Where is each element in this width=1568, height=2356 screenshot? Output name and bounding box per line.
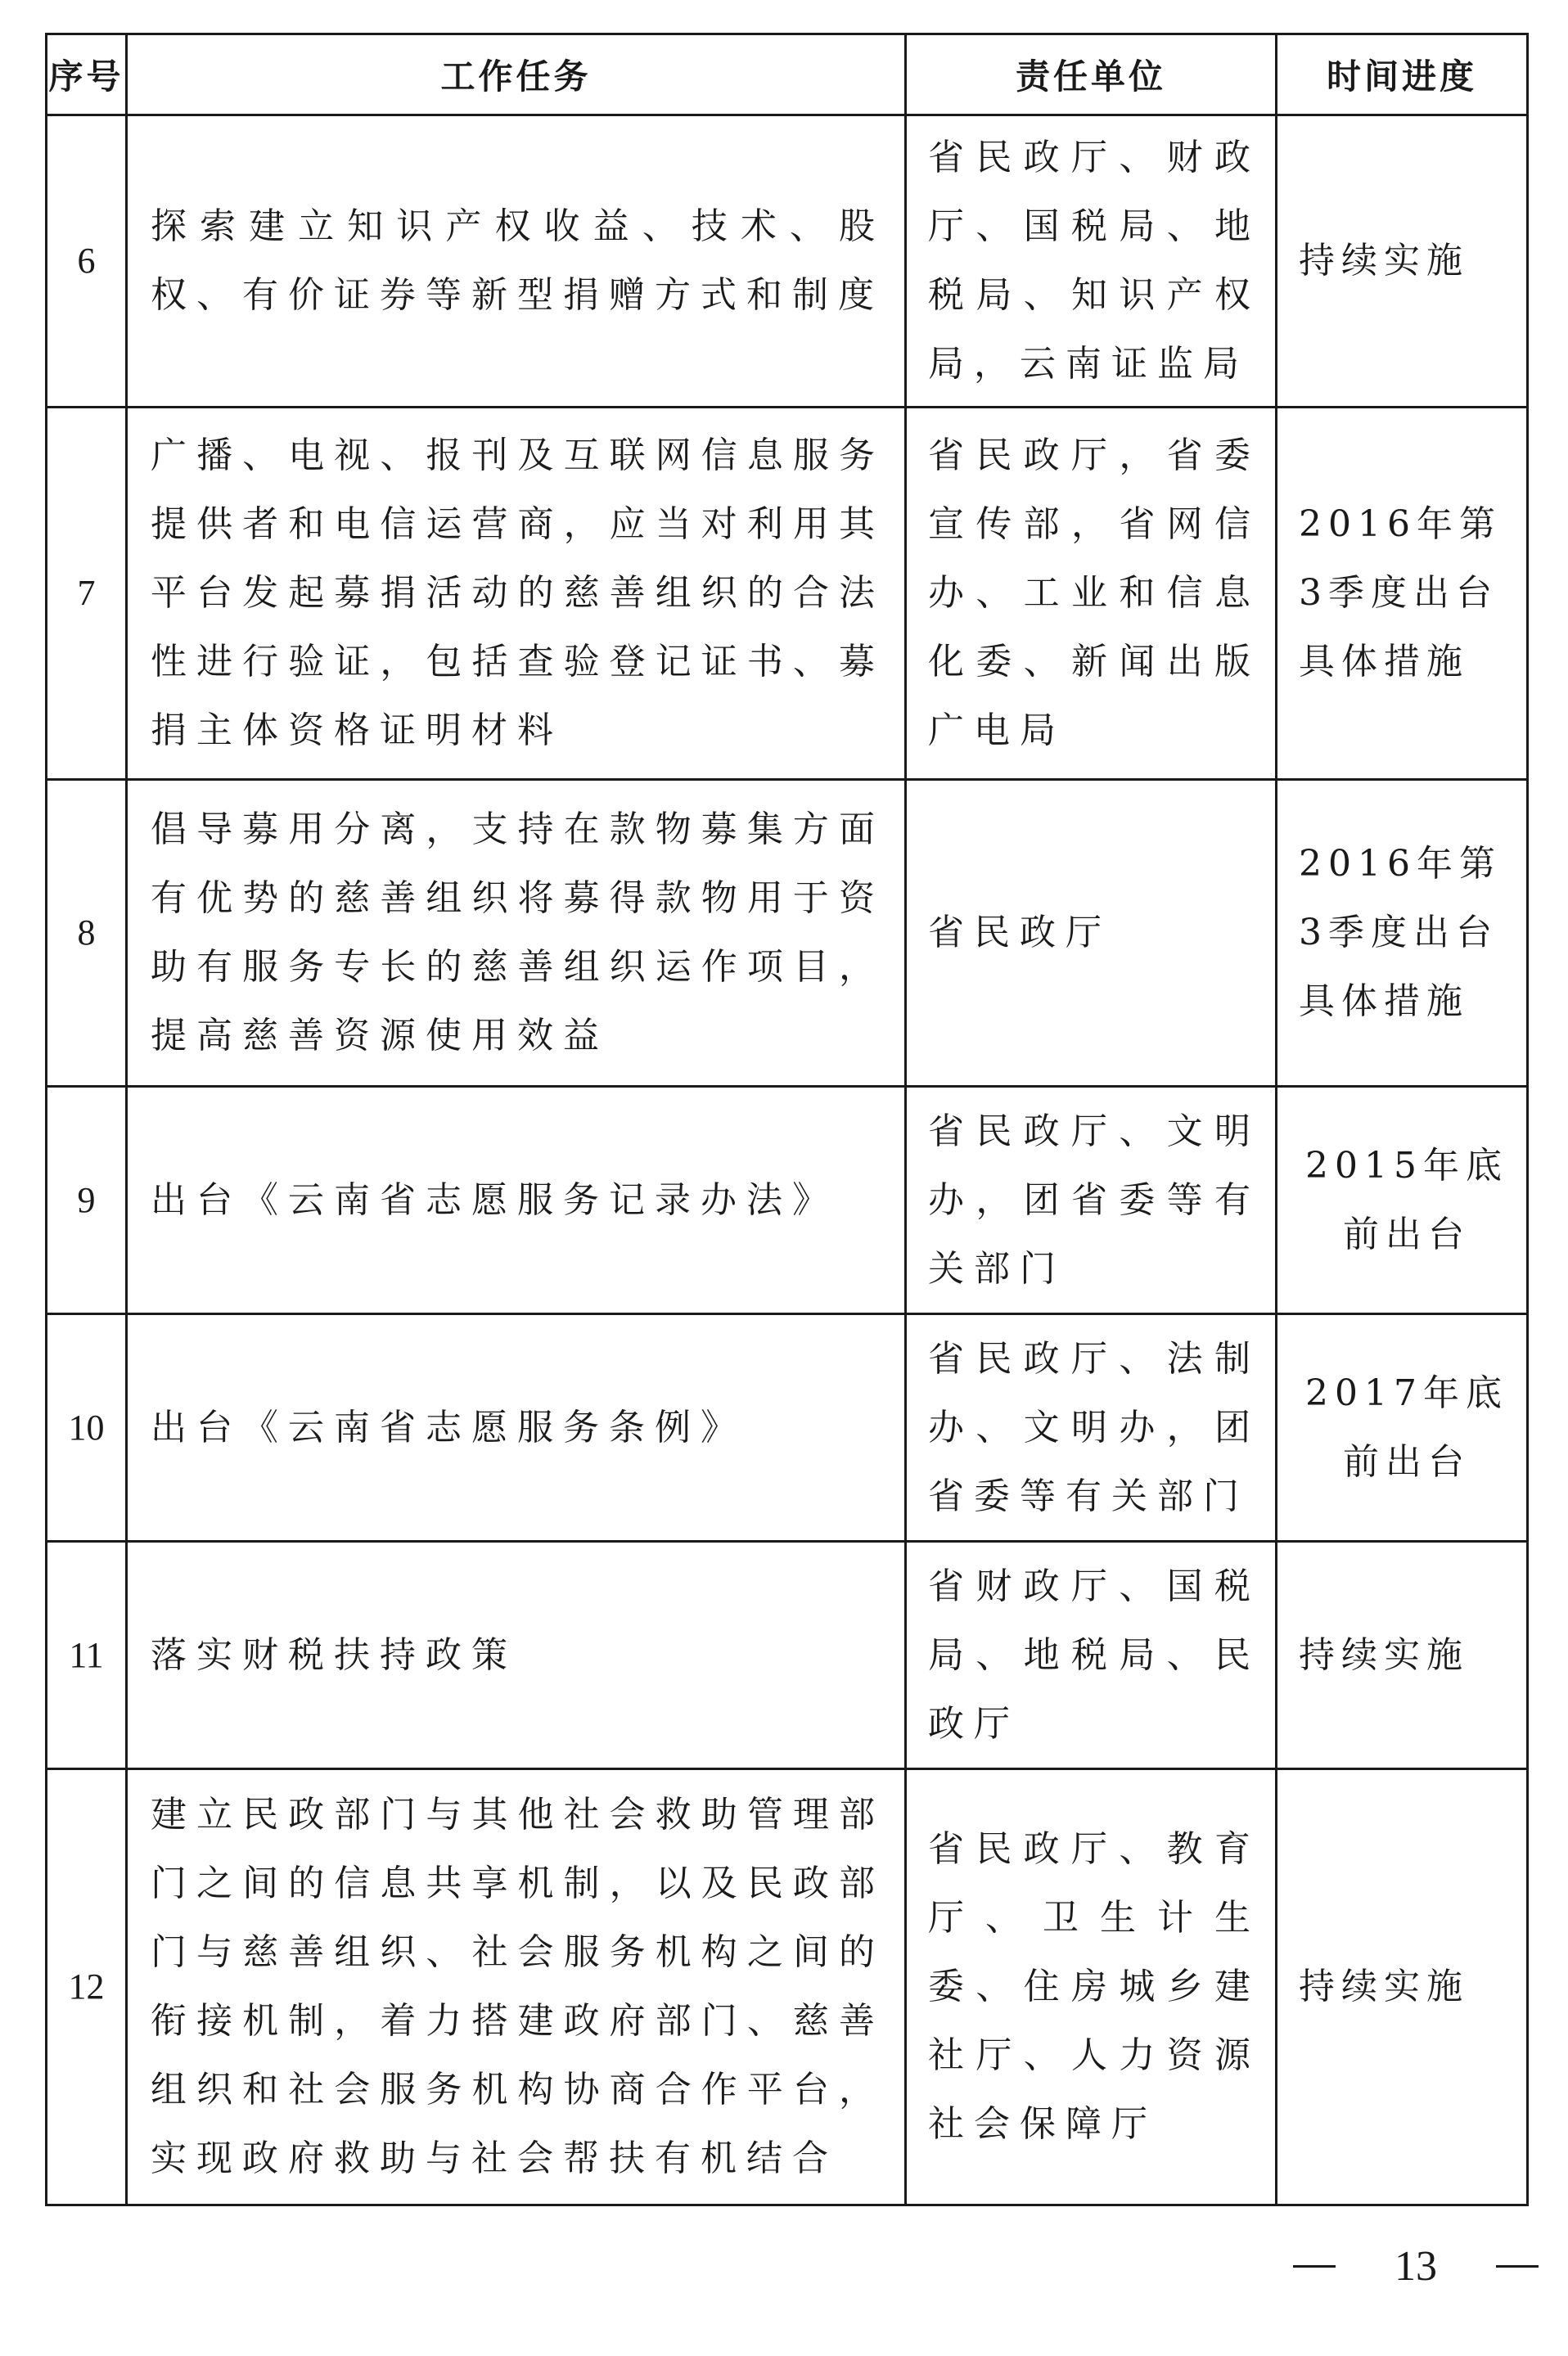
footer-dash-left — [1293, 2265, 1336, 2268]
row-number: 10 — [47, 1314, 127, 1542]
time-cell: 2015年底前出台 — [1277, 1087, 1528, 1314]
task-cell: 落实财税扶持政策 — [127, 1542, 906, 1769]
table-header-row — [47, 34, 1528, 115]
task-cell: 探索建立知识产权收益、技术、股权、有价证券等新型捐赠方式和制度 — [127, 115, 906, 408]
row-number: 6 — [47, 115, 127, 408]
row-number: 11 — [47, 1542, 127, 1769]
header-unit: 责任单位 — [906, 34, 1277, 115]
table-row — [47, 1087, 1528, 1314]
task-cell: 出台《云南省志愿服务记录办法》 — [127, 1087, 906, 1314]
time-cell: 2016年第3季度出台具体措施 — [1277, 408, 1528, 780]
page-number: 13 — [1395, 2243, 1437, 2290]
unit-cell: 省民政厅 — [906, 780, 1277, 1087]
page-footer — [1293, 2242, 1539, 2291]
unit-cell: 省民政厅，省委宣传部，省网信办、工业和信息化委、新闻出版广电局 — [906, 408, 1277, 780]
time-cell: 持续实施 — [1277, 1769, 1528, 2205]
task-cell: 广播、电视、报刊及互联网信息服务提供者和电信运营商，应当对利用其平台发起募捐活动的慈善组织的合法性进行验证，包括查验登记证书、募捐主体资格证明材料 — [127, 408, 906, 780]
task-table — [45, 33, 1529, 2206]
unit-cell: 省民政厅、文明办，团省委等有关部门 — [906, 1087, 1277, 1314]
table-row — [47, 1769, 1528, 2205]
footer-dash-right — [1496, 2265, 1539, 2268]
table-row — [47, 1314, 1528, 1542]
unit-cell: 省民政厅、财政厅、国税局、地税局、知识产权局，云南证监局 — [906, 115, 1277, 408]
table-row — [47, 780, 1528, 1087]
header-task: 工作任务 — [127, 34, 906, 115]
task-cell: 倡导募用分离，支持在款物募集方面有优势的慈善组织将募得款物用于资助有服务专长的慈善组织运作项目，提高慈善资源使用效益 — [127, 780, 906, 1087]
time-cell: 持续实施 — [1277, 115, 1528, 408]
task-cell: 建立民政部门与其他社会救助管理部门之间的信息共享机制，以及民政部门与慈善组织、社会服务机构之间的衔接机制，着力搭建政府部门、慈善组织和社会服务机构协商合作平台，实现政府救助与社会帮扶有机结合 — [127, 1769, 906, 2205]
time-cell: 持续实施 — [1277, 1542, 1528, 1769]
table-row — [47, 1542, 1528, 1769]
header-no: 序号 — [47, 34, 127, 115]
unit-cell: 省民政厅、法制办、文明办，团省委等有关部门 — [906, 1314, 1277, 1542]
table-row — [47, 408, 1528, 780]
unit-cell: 省财政厅、国税局、地税局、民政厅 — [906, 1542, 1277, 1769]
row-number: 12 — [47, 1769, 127, 2205]
row-number: 9 — [47, 1087, 127, 1314]
time-cell: 2016年第3季度出台具体措施 — [1277, 780, 1528, 1087]
task-cell: 出台《云南省志愿服务条例》 — [127, 1314, 906, 1542]
unit-cell: 省民政厅、教育厅、卫生计生委、住房城乡建社厅、人力资源社会保障厅 — [906, 1769, 1277, 2205]
time-cell: 2017年底前出台 — [1277, 1314, 1528, 1542]
table-row — [47, 115, 1528, 408]
header-time: 时间进度 — [1277, 34, 1528, 115]
row-number: 7 — [47, 408, 127, 780]
row-number: 8 — [47, 780, 127, 1087]
